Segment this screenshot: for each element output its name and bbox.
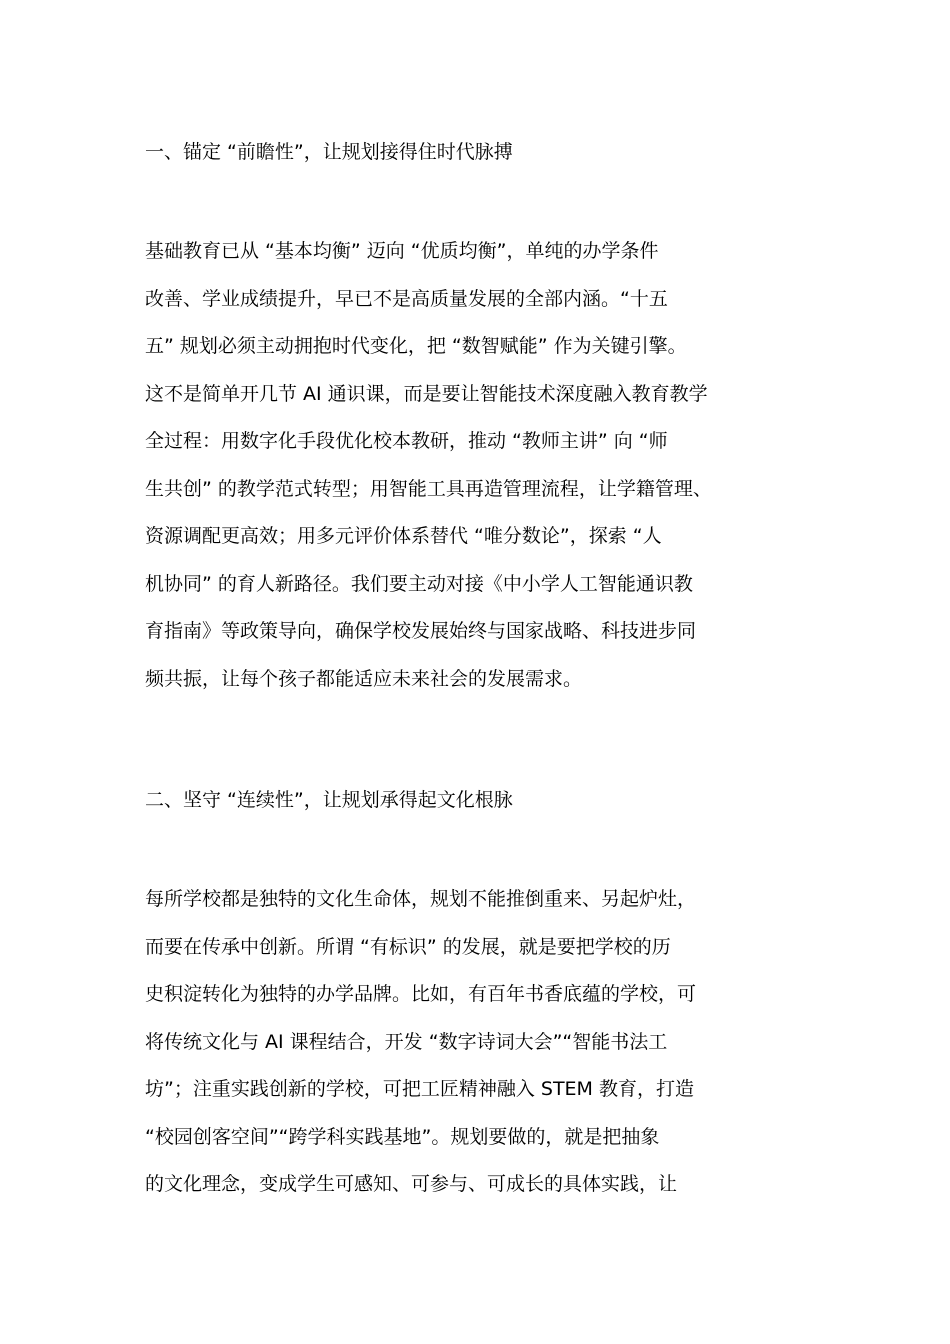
paragraph-line: 生共创” 的教学范式转型；用智能工具再造管理流程，让学籍管理、: [145, 477, 712, 500]
paragraph-line: 频共振，让每个孩子都能适应未来社会的发展需求。: [145, 667, 583, 690]
paragraph-line: 而要在传承中创新。所谓 “有标识” 的发展，就是要把学校的历: [145, 935, 671, 958]
paragraph-line: 每所学校都是独特的文化生命体，规划不能推倒重来、另起炉灶，: [145, 888, 697, 910]
section-paragraph-1: [145, 234, 845, 709]
paragraph-line: 改善、学业成绩提升，早已不是高质量发展的全部内涵。“十五: [145, 287, 668, 310]
paragraph-line: 史积淀转化为独特的办学品牌。比如，有百年书香底蕴的学校，可: [145, 983, 697, 1005]
paragraph-line: 这不是简单开几节 AI 通识课，而是要让智能技术深度融入教育教学: [145, 382, 708, 405]
section-heading-1: 一、锚定 “前瞻性”，让规划接得住时代脉搏: [145, 141, 513, 163]
paragraph-line: 育指南》等政策导向，确保学校发展始终与国家战略、科技进步同: [145, 620, 697, 642]
paragraph-line: 全过程：用数字化手段优化校本教研，推动 “教师主讲” 向 “师: [145, 430, 668, 452]
paragraph-line: “校园创客空间”“跨学科实践基地”。规划要做的，就是把抽象: [145, 1125, 660, 1148]
section-paragraph-2: [145, 882, 845, 1215]
section-heading-2: 二、坚守 “连续性”，让规划承得起文化根脉: [145, 789, 513, 811]
paragraph-line: 将传统文化与 AI 课程结合，开发 “数字诗词大会”“智能书法工: [145, 1030, 668, 1053]
paragraph-line: 基础教育已从 “基本均衡” 迈向 “优质均衡”，单纯的办学条件: [145, 240, 659, 262]
paragraph-line: 资源调配更高效；用多元评价体系替代 “唯分数论”，探索 “人: [145, 525, 662, 547]
paragraph-line: 机协同” 的育人新路径。我们要主动对接《中小学人工智能通识教: [145, 572, 693, 595]
paragraph-line: 五” 规划必须主动拥抱时代变化，把 “数智赋能” 作为关键引擎。: [145, 335, 687, 357]
paragraph-line: 坊”；注重实践创新的学校，可把工匠精神融入 STEM 教育，打造: [145, 1078, 694, 1100]
paragraph-line: 的文化理念，变成学生可感知、可参与、可成长的具体实践，让: [145, 1173, 678, 1195]
